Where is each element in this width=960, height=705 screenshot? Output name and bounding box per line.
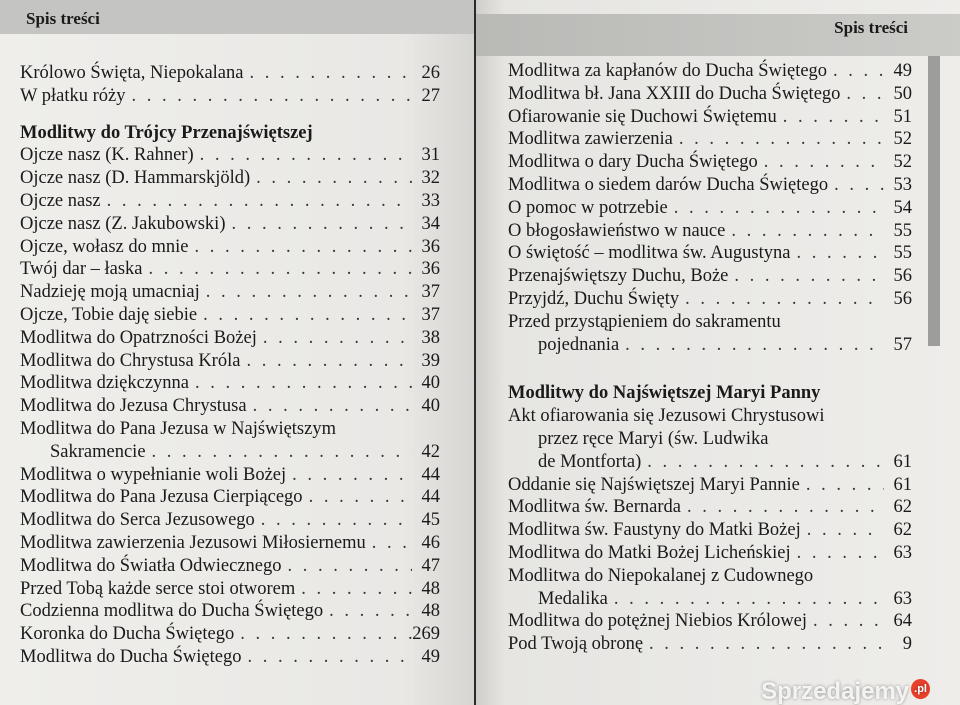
entry-page-number: 44 (421, 464, 440, 485)
entry-page-number: 62 (893, 497, 912, 518)
dot-leader (758, 151, 884, 174)
entry-page-number: 53 (893, 174, 912, 195)
entry-page-number: 31 (421, 145, 440, 166)
dot-leader (240, 350, 412, 373)
dot-leader (226, 213, 413, 236)
toc-entry (20, 646, 440, 669)
entry-page-number: 37 (421, 282, 440, 303)
dot-leader (608, 588, 884, 611)
entry-page-number: 48 (421, 578, 440, 599)
entry-title: Ojcze nasz (D. Hammarskjöld) (20, 168, 251, 189)
toc-entry (508, 519, 912, 542)
toc-entry (20, 486, 440, 509)
dot-leader (241, 646, 412, 669)
entry-title: Przenajświętszy Duchu, Boże (508, 266, 729, 287)
entry-page-number: 46 (421, 532, 440, 553)
entry-page-number: 34 (421, 213, 440, 234)
entry-title: O pomoc w potrzebie (508, 197, 668, 218)
entry-page-number: 9 (902, 634, 912, 655)
entry-title: Sakramencie (50, 441, 146, 462)
entry-page-number: 55 (893, 243, 912, 264)
entry-page-number: 45 (421, 510, 440, 531)
entry-title: Przed Tobą każde serce stoi otworem (20, 578, 296, 599)
entry-page-number: 55 (893, 220, 912, 241)
dot-leader (197, 304, 412, 327)
toc-entry (20, 555, 440, 578)
entry-page-number: 52 (893, 152, 912, 173)
entry-title: Modlitwa o wypełnianie woli Bożej (20, 464, 287, 485)
entry-page-number: 64 (893, 611, 912, 632)
entry-page-number: 36 (421, 236, 440, 257)
dot-leader (777, 106, 884, 129)
entry-title: Modlitwa dziękczynna (20, 373, 190, 394)
toc-entry (20, 623, 440, 646)
toc-entry (20, 281, 440, 304)
entry-title: Królowo Święta, Niepokalana (20, 63, 244, 83)
dot-leader (681, 496, 884, 519)
toc-entry (508, 83, 912, 106)
dot-leader (679, 288, 884, 311)
entry-title: O błogosławieństwo w nauce (508, 220, 726, 241)
entry-page-number: 49 (421, 646, 440, 667)
toc-entry (20, 327, 440, 350)
entry-page-number: 52 (893, 129, 912, 150)
dot-leader (282, 555, 412, 578)
toc-list-left (20, 62, 440, 669)
toc-entry (508, 496, 912, 519)
entry-page-number: 269 (412, 624, 440, 645)
watermark-text: Sprzedajemy (761, 678, 910, 705)
header-title: Spis treści (834, 18, 908, 37)
entry-page-number: 63 (893, 542, 912, 563)
entry-page-number: 32 (421, 168, 440, 189)
entry-page-number: 56 (893, 288, 912, 309)
dot-leader (146, 441, 412, 464)
toc-entry (508, 588, 912, 611)
dot-leader (827, 60, 884, 83)
toc-entry (20, 509, 440, 532)
section-heading: Modlitwy do Trójcy Przenajświętszej (20, 122, 313, 143)
dot-leader (250, 167, 412, 190)
entry-title: Modlitwa do Niepokalanej z Cudownego (508, 565, 814, 586)
entry-title: Ojcze nasz (Z. Jakubowski) (20, 213, 226, 234)
toc-entry (20, 578, 440, 601)
entry-page-number: 33 (421, 190, 440, 211)
dot-leader (725, 220, 884, 243)
dot-leader (189, 372, 412, 395)
toc-entry (20, 190, 440, 213)
toc-entry (20, 532, 440, 555)
entry-page-number: 47 (421, 555, 440, 576)
entry-title: Akt ofiarowania się Jezusowi Chrystusowi (508, 406, 825, 427)
entry-page-number: 39 (421, 350, 440, 371)
entry-page-number: 37 (421, 304, 440, 325)
entry-page-number: 51 (893, 106, 912, 127)
entry-title: Modlitwa za kapłanów do Ducha Świętego (508, 61, 828, 81)
toc-entry (20, 395, 440, 418)
dot-leader (828, 174, 884, 197)
toc-entry (508, 128, 912, 151)
entry-title: Modlitwa o dary Ducha Świętego (508, 152, 758, 173)
entry-page-number: 48 (421, 601, 440, 622)
entry-title: Modlitwa do Ducha Świętego (20, 646, 242, 667)
dot-leader (255, 509, 412, 532)
entry-title: Ojcze, wołasz do mnie (20, 236, 189, 257)
toc-entry (508, 220, 912, 243)
dot-leader (189, 236, 413, 259)
entry-title: Modlitwa do Matki Bożej Licheńskiej (508, 542, 791, 563)
entry-title: Ojcze nasz (20, 190, 101, 211)
toc-entry (508, 242, 912, 265)
entry-title: Codzienna modlitwa do Ducha Świętego (20, 601, 324, 622)
toc-entry (508, 311, 912, 334)
entry-page-number: 44 (421, 487, 440, 508)
entry-title: Medalika (538, 588, 608, 609)
toc-entry (20, 350, 440, 373)
toc-entry (508, 288, 912, 311)
dot-leader (286, 464, 412, 487)
entry-title: przez ręce Maryi (św. Ludwika (538, 428, 769, 449)
entry-title: Modlitwa zawierzenia Jezusowi Miłosiernemu (20, 532, 366, 553)
entry-title: Przyjdź, Duchu Święty (508, 288, 680, 309)
toc-entry (508, 474, 912, 497)
toc-entry (508, 542, 912, 565)
toc-entry (508, 197, 912, 220)
toc-entry (508, 451, 912, 474)
toc-entry (508, 334, 912, 357)
entry-page-number: 40 (421, 373, 440, 394)
dot-leader (728, 265, 884, 288)
entry-page-number: 63 (893, 588, 912, 609)
entry-title: Modlitwa do Serca Jezusowego (20, 510, 255, 531)
dot-leader (234, 623, 412, 646)
entry-title: Modlitwa o siedem darów Ducha Świętego (508, 174, 829, 195)
entry-title: W płatku róży (20, 85, 126, 106)
entry-title: Przed przystąpieniem do sakramentu (508, 311, 781, 332)
dot-leader (200, 281, 412, 304)
toc-entry (20, 144, 440, 167)
entry-page-number: 36 (421, 259, 440, 280)
entry-title: Modlitwa bł. Jana XXIII do Ducha Świętego (508, 83, 841, 104)
entry-page-number: 57 (893, 334, 912, 355)
entry-page-number: 50 (893, 83, 912, 104)
entry-title: Modlitwa zawierzenia (508, 129, 673, 150)
toc-entry (508, 106, 912, 129)
toc-entry (20, 464, 440, 487)
dot-leader (801, 519, 884, 542)
dot-leader (295, 578, 412, 601)
dot-leader (303, 486, 412, 509)
toc-entry (20, 600, 440, 623)
entry-title: de Montforta) (538, 451, 642, 472)
toc-entry (508, 565, 912, 588)
dot-leader (807, 610, 884, 633)
header-title: Spis treści (26, 9, 100, 28)
right-page-header (476, 14, 960, 56)
dot-leader (840, 83, 884, 106)
entry-page-number: 42 (421, 441, 440, 462)
dot-leader (243, 62, 412, 85)
entry-title: Modlitwa św. Bernarda (508, 497, 681, 518)
toc-entry (20, 213, 440, 236)
entry-title: Twój dar – łaska (20, 259, 143, 280)
dot-leader (247, 395, 412, 418)
entry-page-number: 62 (893, 520, 912, 541)
toc-entry (20, 372, 440, 395)
entry-page-number: 40 (421, 396, 440, 417)
dot-leader (194, 144, 412, 167)
entry-page-number: 38 (421, 327, 440, 348)
dot-leader (126, 85, 413, 108)
toc-entry (508, 610, 912, 633)
entry-title: Ojcze, Tobie daję siebie (20, 304, 198, 325)
entry-title: pojednania (538, 334, 620, 355)
toc-entry (20, 418, 440, 441)
toc-entry (20, 236, 440, 259)
dot-leader (101, 190, 412, 213)
toc-entry (20, 85, 440, 108)
section-heading: Modlitwy do Najświętszej Maryi Panny (508, 383, 821, 404)
toc-entry (508, 405, 912, 428)
entry-title: Modlitwa do Światła Odwiecznego (20, 555, 282, 576)
entry-title: Modlitwa do Jezusa Chrystusa (20, 396, 247, 417)
dot-leader (619, 334, 884, 357)
entry-title: Modlitwa św. Faustyny do Matki Bożej (508, 520, 801, 541)
watermark-suffix: .pl (911, 679, 930, 699)
entry-title: Modlitwa do Pana Jezusa w Najświętszym (20, 418, 336, 439)
toc-entry (20, 62, 440, 85)
entry-title: Pod Twoją obronę (508, 634, 644, 655)
toc-entry (508, 633, 912, 656)
toc-entry (20, 258, 440, 281)
toc-entry (508, 60, 912, 83)
toc-entry (508, 428, 912, 451)
dot-leader (641, 451, 884, 474)
entry-title: Oddanie się Najświętszej Maryi Pannie (508, 474, 800, 495)
dot-leader (790, 242, 884, 265)
dot-leader (257, 327, 412, 350)
toc-entry (20, 167, 440, 190)
entry-page-number: 26 (421, 63, 440, 83)
left-page (0, 0, 474, 705)
entry-page-number: 54 (893, 197, 912, 218)
dot-leader (643, 633, 884, 656)
entry-title: Modlitwa do potężnej Niebios Królowej (508, 611, 808, 632)
entry-page-number: 61 (893, 451, 912, 472)
dot-leader (673, 128, 884, 151)
right-page (476, 0, 960, 705)
left-page-header (0, 0, 474, 34)
toc-entry (20, 441, 440, 464)
entry-page-number: 27 (421, 85, 440, 106)
entry-title: Modlitwa do Pana Jezusa Cierpiącego (20, 487, 303, 508)
dot-leader (791, 542, 884, 565)
dot-leader (366, 532, 412, 555)
entry-title: Ofiarowanie się Duchowi Świętemu (508, 106, 777, 127)
watermark-logo (761, 679, 930, 705)
toc-entry (508, 265, 912, 288)
toc-entry (20, 304, 440, 327)
dot-leader (323, 600, 412, 623)
toc-list-right (508, 60, 912, 656)
entry-title: O świętość – modlitwa św. Augustyna (508, 243, 791, 264)
entry-page-number: 49 (893, 61, 912, 81)
dot-leader (668, 197, 884, 220)
entry-title: Koronka do Ducha Świętego (20, 624, 235, 645)
dot-leader (143, 258, 412, 281)
entry-title: Nadzieję moją umacniaj (20, 282, 200, 303)
entry-title: Modlitwa do Chrystusa Króla (20, 350, 241, 371)
entry-title: Ojcze nasz (K. Rahner) (20, 145, 194, 166)
dot-leader (800, 474, 884, 497)
entry-page-number: 56 (893, 266, 912, 287)
entry-page-number: 61 (893, 474, 912, 495)
toc-entry (508, 174, 912, 197)
toc-entry (508, 151, 912, 174)
entry-title: Modlitwa do Opatrzności Bożej (20, 327, 257, 348)
page-edge-bar (928, 56, 940, 346)
